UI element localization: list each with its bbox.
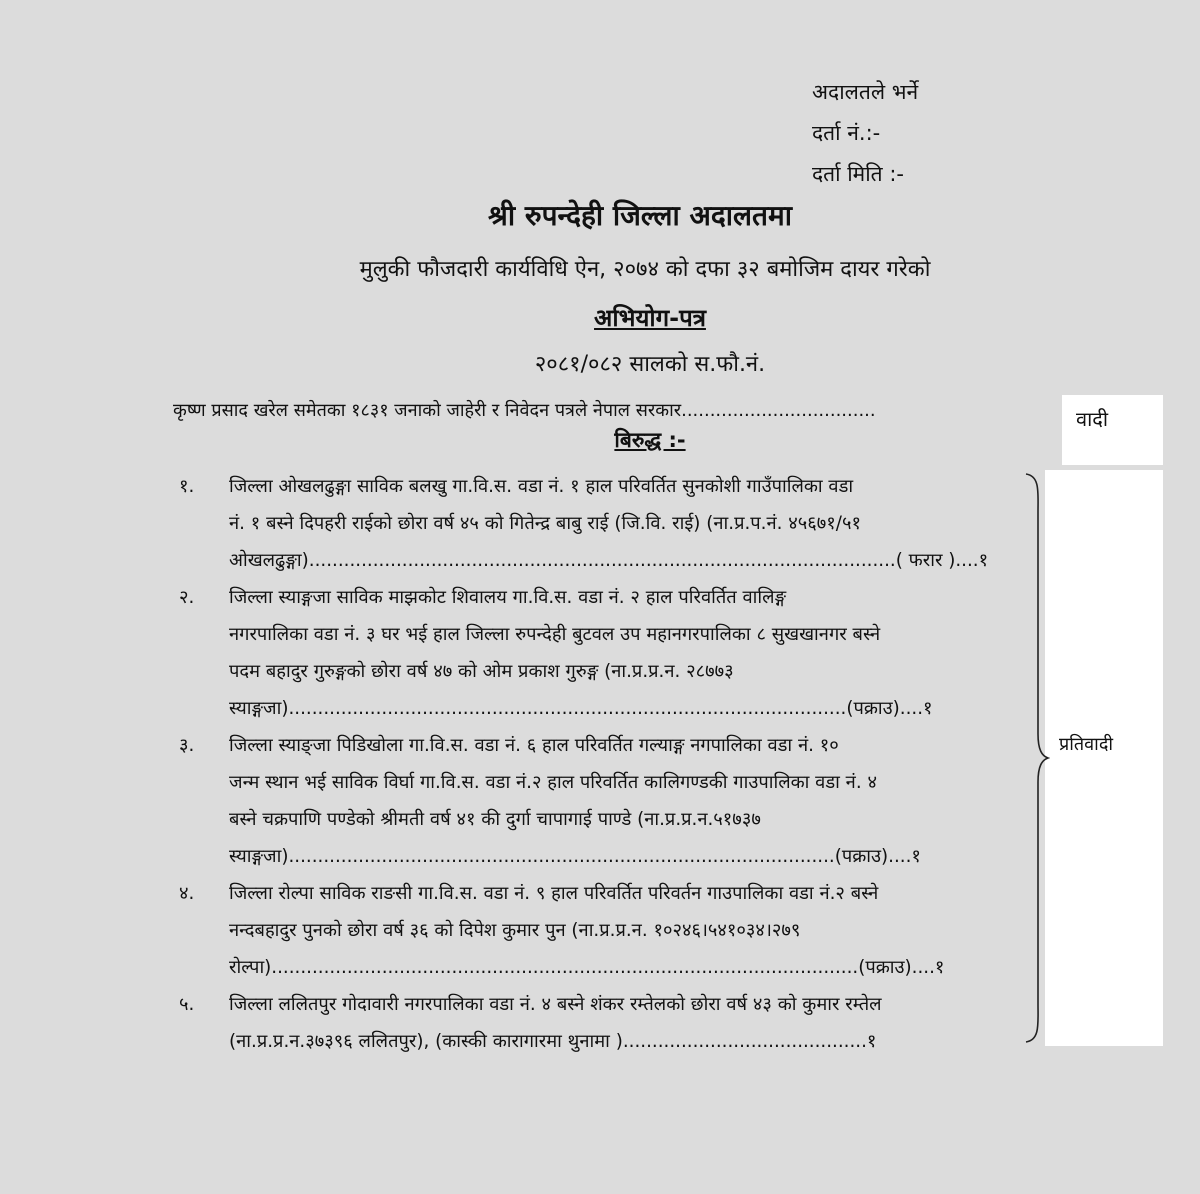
defendants-label: प्रतिवादी	[1059, 734, 1114, 755]
defendant-text-line: जिल्ला रोल्पा साविक राङसी गा.वि.स. वडा नं. ९ हाल परिवर्तित परिवर्तन गाउपालिका वडा नं.२ बस्ने	[229, 883, 879, 904]
defendant-text-line: जिल्ला स्याङ्गजा साविक माझकोट शिवालय गा.वि.स. वडा नं. २ हाल परिवर्तित वालिङ्ग	[229, 587, 787, 608]
defendant-text-line: (ना.प्र.प्र.न.३७३९६ ललितपुर), (कास्की कारागारमा थुनामा )..........................................१	[229, 1031, 877, 1052]
defendant-text-line: ओखलढुङ्गा).....................................................................................................( फरार )....१	[229, 550, 989, 571]
defendant-number: ५.	[179, 994, 195, 1015]
defendant-text-line: नं. १ बस्ने दिपहरी राईको छोरा वर्ष ४५ को गितेन्द्र बाबु राई (जि.वि. राई) (ना.प्र.प.नं. ४५६७१/५१	[229, 513, 861, 534]
registration-number: दर्ता नं.:-	[812, 121, 881, 145]
defendant-item	[173, 468, 1033, 579]
court-use-heading: अदालतले भर्ने	[812, 80, 919, 104]
defendant-item	[173, 986, 1033, 1060]
defendant-text-line: पदम बहादुर गुरुङ्गको छोरा वर्ष ४७ को ओम प्रकाश गुरुङ्ग (ना.प्र.प्र.न. २८७७३	[229, 661, 734, 682]
law-reference: मुलुकी फौजदारी कार्यविधि ऐन, २०७४ को दफा ३२ बमोजिम दायर गरेको	[359, 257, 931, 282]
defendant-text-line: नन्दबहादुर पुनको छोरा वर्ष ३६ को दिपेश कुमार पुन (ना.प्र.प्र.न. १०२४६।५४१०३४।२७९	[229, 920, 801, 941]
defendant-text-line: रोल्पा).....................................................................................................(पक्राउ)....१	[229, 957, 945, 978]
plaintiff-label: वादी	[1076, 407, 1109, 431]
defendant-text-line: जिल्ला ओखलढुङ्गा साविक बलखु गा.वि.स. वडा नं. १ हाल परिवर्तित सुनकोशी गाउँपालिका वडा	[229, 476, 854, 497]
defendant-list	[173, 468, 1033, 1060]
document-type: अभियोग-पत्र	[594, 304, 706, 332]
defendant-number: २.	[179, 587, 195, 608]
defendant-text-line: बस्ने चक्रपाणि पण्डेको श्रीमती वर्ष ४१ की दुर्गा चापागाई पाण्डे (ना.प्र.प्र.न.५१७३७	[229, 809, 761, 830]
defendant-text-line: जिल्ला ललितपुर गोदावारी नगरपालिका वडा नं. ४ बस्ने शंकर रम्तेलको छोरा वर्ष ४३ को कुमार रम्तेल	[229, 994, 882, 1015]
defendant-number: १.	[179, 476, 195, 497]
defendant-text-line: स्याङ्गजा)..............................................................................................(पक्राउ)....१	[229, 846, 921, 867]
court-use-block	[812, 72, 918, 195]
defendant-text-line: स्याङ्गजा)................................................................................................(पक्राउ)....१	[229, 698, 933, 719]
defendant-item	[173, 727, 1033, 875]
defendant-text-line: नगरपालिका वडा नं. ३ घर भई हाल जिल्ला रुपन्देही बुटवल उप महानगरपालिका ८ सुखखानगर बस्ने	[229, 624, 881, 645]
defendant-number: ३.	[179, 735, 195, 756]
court-title: श्री रुपन्देही जिल्ला अदालतमा	[488, 199, 792, 232]
defendant-item	[173, 875, 1033, 986]
defendants-label-box	[1045, 470, 1163, 1046]
defendant-text-line: जन्म स्थान भई साविक विर्घा गा.वि.स. वडा नं.२ हाल परिवर्तित कालिगण्डकी गाउपालिका वडा नं. ४	[229, 772, 877, 793]
registration-date: दर्ता मिति :-	[812, 162, 904, 186]
defendant-number: ४.	[179, 883, 195, 904]
defendant-item	[173, 579, 1033, 727]
against-heading: बिरुद्ध :-	[614, 428, 686, 452]
plaintiff-statement: कृष्ण प्रसाद खरेल समेतका १८३१ जनाको जाहेरी र निवेदन पत्रले नेपाल सरकार..................................	[173, 400, 876, 421]
defendant-text-line: जिल्ला स्याङ्जा पिडिखोला गा.वि.स. वडा नं. ६ हाल परिवर्तित गल्याङ्ग नगपालिका वडा नं. १०	[229, 735, 839, 756]
case-number: २०८१/०८२ सालको स.फौ.नं.	[534, 352, 766, 377]
